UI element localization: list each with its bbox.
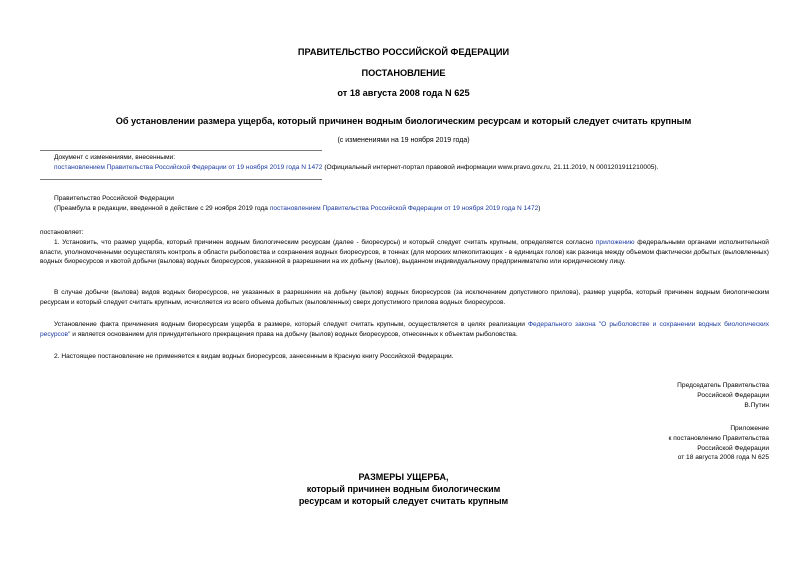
paragraph-1: [40, 238, 769, 267]
paragraph-2: В случае добычи (вылова) видов водных биоресурсов, не указанных в разрешении на добычу (вылов) водных биоресурсов (за исключением допустимого прилова), размер ущерба, который причинен водным биологическим ресурсам и который следует считать крупным, исчисляется из всего объема добытых (выловленных) сверх допустимого прилова водных биоресурсов.: [40, 289, 769, 306]
appendix-link[interactable]: приложению: [595, 239, 635, 246]
p1-end: федеральными органами исполнительной власти, уполномоченными осуществлять контроль в области рыболовства и сохранения водных биоресурсов, в тоннах (для морских млекопитающих - в единицах голов) как разница между объемом фактически добытых (выловленных) водных биоресурсов и квотой добычи (вылова) водных биоресурсов, указанной в разрешении на их добычу (вылов), выданном индивидуальному предпринимателю или юридическому лицу.: [40, 239, 769, 266]
appendix-line1: Приложение: [730, 425, 769, 432]
federal-law-link[interactable]: Федерального закона "О рыболовстве и сохранении водных биологических ресурсов": [40, 321, 769, 338]
amend-doc-rest: (Официальный интернет-портал правовой информации www.pravo.gov.ru, 21.11.2019, N 0001201911210005).: [322, 163, 659, 171]
appendix-title: [0, 471, 807, 507]
appendix-title-line3: ресурсам и который следует считать крупным: [298, 496, 509, 506]
p3-end: и является основанием для принудительного прекращения права на добычу (вылов) водных биоресурсов, отнесенных к объектам рыболовства.: [70, 330, 518, 338]
preamble-line2-end: ): [538, 204, 541, 212]
preamble-line2-start: (Преамбула в редакции, введенной в действие с 29 ноября 2019 года: [54, 204, 270, 212]
preamble-block: [54, 194, 774, 213]
p3-start: Установление факта причинения водным биоресурсам ущерба в размере, который следует считать крупным, осуществляется в целях реализации: [54, 321, 529, 328]
appendix-block: [669, 424, 770, 463]
signature-line2: Российской Федерации: [697, 391, 769, 399]
doc-title: Об установлении размера ущерба, который причинен водным биологическим ресурсам и который следует считать крупным: [115, 116, 692, 126]
appendix-line3: Российской Федерации: [697, 444, 769, 452]
divider-bottom: [40, 179, 322, 180]
amend-doc-link[interactable]: постановлением Правительства Российской Федерации от 19 ноября 2019 года N 1472: [54, 163, 323, 171]
amend-doc-label: Документ с изменениями, внесенными:: [54, 154, 176, 161]
preamble-line2: [54, 204, 774, 214]
preamble-link[interactable]: постановлением Правительства Российской Федерации от 19 ноября 2019 года N 1472: [269, 204, 539, 212]
appendix-line4: от 18 августа 2008 года N 625: [677, 454, 769, 462]
doc-date-number: от 18 августа 2008 года N 625: [337, 88, 470, 98]
divider-top: [40, 150, 322, 151]
amendments-note: (с изменениями на 19 ноября 2019 года): [337, 137, 470, 144]
doc-type: ПОСТАНОВЛЕНИЕ: [361, 68, 446, 78]
postanovlyaet: постановляет:: [40, 229, 84, 236]
p1-start: 1. Установить, что размер ущерба, который причинен водным биологическим ресурсам (далее - биоресурсы) и который следует считать крупным, определяется согласно: [54, 239, 596, 246]
government-name: ПРАВИТЕЛЬСТВО РОССИЙСКОЙ ФЕДЕРАЦИИ: [297, 47, 510, 57]
preamble-line1: Правительство Российской Федерации: [54, 195, 174, 202]
appendix-title-line2: который причинен водным биологическим: [306, 484, 501, 494]
signature-block: [677, 381, 769, 410]
appendix-line2: к постановлению Правительства: [668, 434, 769, 442]
amend-doc-block: [54, 153, 774, 172]
amend-doc-line: [54, 163, 774, 173]
paragraph-3: [40, 320, 769, 339]
paragraph-4: 2. Настоящее постановление не применяется к видам водных биоресурсов, занесенным в Красную книгу Российской Федерации.: [54, 353, 454, 360]
signature-line1: Председатель Правительства: [677, 382, 769, 389]
appendix-title-line1: РАЗМЕРЫ УЩЕРБА,: [358, 472, 449, 482]
signature-line3: В.Путин: [744, 401, 769, 409]
